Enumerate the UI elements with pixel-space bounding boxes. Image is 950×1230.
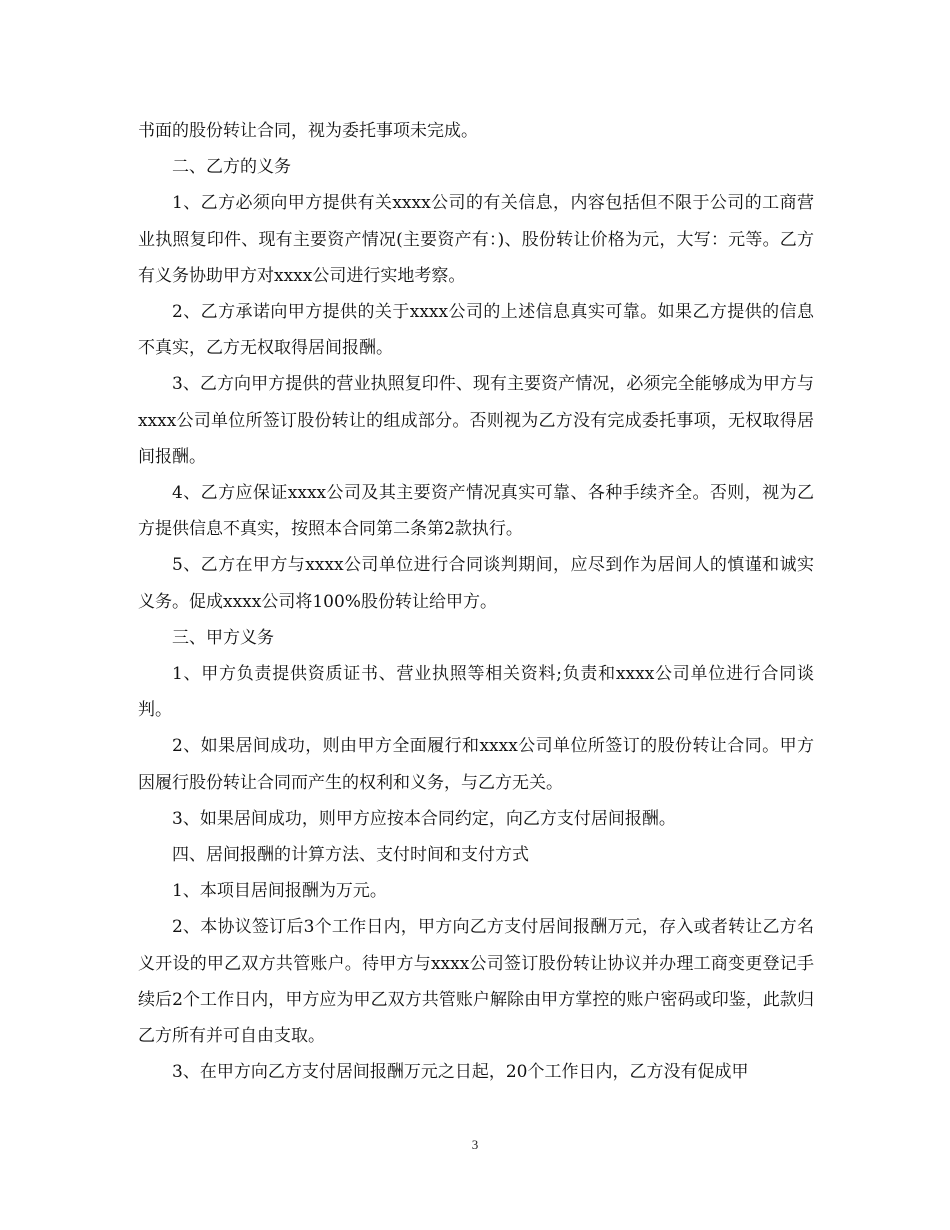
paragraph-4-3: 3、在甲方向乙方支付居间报酬万元之日起，20个工作日内，乙方没有促成甲 [172,1062,749,1083]
paragraph-4-2: 2、本协议签订后3个工作日内，甲方向乙方支付居间报酬万元，存入或者转让乙方名义开设的甲乙双方共管账户。待甲方与xxxx公司签订股份转让协议并办理工商变更登记手续后2个工作日内，甲方应为甲乙双方共管账户解除由甲方掌控的账户密码或印鉴，此款归乙方所有并可自由支取。 [138,917,814,1047]
page-number: 3 [471,1137,479,1152]
section-heading-4: 四、居间报酬的计算方法、支付时间和支付方式 [172,845,529,866]
paragraph-3-2: 2、如果居间成功，则由甲方全面履行和xxxx公司单位所签订的股份转让合同。甲方因履行股份转让合同而产生的权利和义务，与乙方无关。 [138,736,814,793]
section-heading-2: 二、乙方的义务 [172,157,291,178]
paragraph-2-2: 2、乙方承诺向甲方提供的关于xxxx公司的上述信息真实可靠。如果乙方提供的信息不真实，乙方无权取得居间报酬。 [138,302,814,359]
paragraph-2-4: 4、乙方应保证xxxx公司及其主要资产情况真实可靠、各种手续齐全。否则，视为乙方提供信息不真实，按照本合同第二条第2款执行。 [138,483,814,540]
paragraph-2-1: 1、乙方必须向甲方提供有关xxxx公司的有关信息，内容包括但不限于公司的工商营业执照复印件、现有主要资产情况(主要资产有：)、股份转让价格为元，大写：元等。乙方有义务协助甲方对xxxx公司进行实地考察。 [138,193,814,286]
paragraph-4-1: 1、本项目居间报酬为万元。 [172,881,387,902]
paragraph-2-3: 3、乙方向甲方提供的营业执照复印件、现有主要资产情况，必须完全能够成为甲方与xxxx公司单位所签订股份转让的组成部分。否则视为乙方没有完成委托事项，无权取得居间报酬。 [138,374,814,467]
paragraph-3-3: 3、如果居间成功，则甲方应按本合同约定，向乙方支付居间报酬。 [172,808,676,829]
paragraph-2-5: 5、乙方在甲方与xxxx公司单位进行合同谈判期间，应尽到作为居间人的慎谨和诚实义务。促成xxxx公司将100%股份转让给甲方。 [138,555,814,612]
section-heading-3: 三、甲方义务 [172,627,274,648]
document-body [138,113,814,1090]
paragraph-3-1: 1、甲方负责提供资质证书、营业执照等相关资料;负责和xxxx公司单位进行合同谈判。 [138,664,814,721]
paragraph-0: 书面的股份转让合同，视为委托事项未完成。 [138,121,478,141]
